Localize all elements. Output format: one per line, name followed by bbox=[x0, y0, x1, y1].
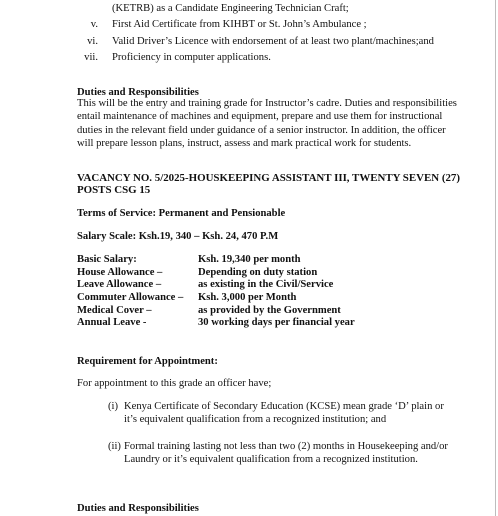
benefit-row bbox=[77, 278, 443, 291]
list-item-number: vii. bbox=[84, 52, 98, 64]
benefit-row bbox=[77, 316, 443, 329]
paragraph-line: duties in the relevant field under guidance of a senior instructor. In addition, the officer bbox=[77, 124, 446, 136]
benefit-label: Commuter Allowance – bbox=[77, 292, 184, 304]
requirement-label: (ii) bbox=[108, 441, 121, 452]
duties-heading: Duties and Responsibilities bbox=[77, 87, 199, 98]
benefit-label: Medical Cover – bbox=[77, 304, 152, 316]
paragraph-line: entail maintenance of machines and equipment, prepare and use them for instructional bbox=[77, 111, 443, 123]
requirement-item bbox=[108, 440, 448, 467]
requirement-line: Kenya Certificate of Secondary Education (KCSE) mean grade ‘D’ plain or bbox=[124, 401, 444, 412]
benefits-table bbox=[77, 253, 443, 329]
page-edge bbox=[495, 0, 496, 516]
benefit-value: Depending on duty station bbox=[198, 266, 318, 278]
requirement-line: Laundry or it’s equivalent qualification from a recognized institution. bbox=[124, 454, 418, 466]
benefit-row bbox=[77, 291, 443, 304]
paragraph-line: will prepare lesson plans, instruct, assess and mark practical work for students. bbox=[77, 138, 412, 150]
benefit-row bbox=[77, 304, 443, 317]
benefit-value: 30 working days per financial year bbox=[198, 317, 355, 329]
vacancy-title: VACANCY NO. 5/2025-HOUSKEEPING ASSISTANT III, TWENTY SEVEN (27) bbox=[77, 172, 460, 184]
list-item-number: v. bbox=[90, 19, 98, 31]
list-item-number: vi. bbox=[87, 35, 98, 47]
benefit-value: Ksh. 3,000 per Month bbox=[198, 292, 297, 304]
salary-scale: Salary Scale: Ksh.19, 340 – Ksh. 24, 470 P.M bbox=[77, 231, 279, 242]
requirement-label: (i) bbox=[108, 401, 118, 412]
benefit-label: Leave Allowance – bbox=[77, 279, 162, 291]
duties-heading: Duties and Responsibilities bbox=[77, 503, 199, 514]
requirement-item bbox=[108, 400, 444, 427]
list-item-text: First Aid Certificate from KIHBT or St. John’s Ambulance ; bbox=[112, 19, 367, 31]
requirement-line: it’s equivalent qualification from a recognized institution; and bbox=[124, 414, 387, 426]
list-item bbox=[77, 35, 443, 51]
list-item bbox=[77, 2, 443, 18]
benefit-row bbox=[77, 266, 443, 279]
benefit-label: House Allowance – bbox=[77, 266, 163, 278]
list-item-text: (KETRB) as a Candidate Engineering Technician Craft; bbox=[112, 3, 349, 14]
requirement-line: Formal training lasting not less than two (2) months in Housekeeping and/or bbox=[124, 441, 448, 452]
list-item-text: Proficiency in computer applications. bbox=[112, 52, 271, 64]
duties-paragraph bbox=[77, 97, 457, 151]
benefit-label: Annual Leave - bbox=[77, 317, 147, 329]
list-item-text: Valid Driver’s Licence with endorsement of at least two plant/machines;and bbox=[112, 35, 434, 47]
benefit-value: as provided by the Government bbox=[198, 304, 341, 316]
list-item bbox=[77, 51, 443, 67]
benefit-value: Ksh. 19,340 per month bbox=[198, 254, 301, 265]
requirements-intro: For appointment to this grade an officer have; bbox=[77, 378, 272, 389]
paragraph-line: This will be the entry and training grade for Instructor’s cadre. Duties and responsibilities bbox=[77, 98, 457, 109]
terms-of-service: Terms of Service: Permanent and Pensionable bbox=[77, 208, 286, 219]
requirements-heading: Requirement for Appointment: bbox=[77, 356, 218, 367]
benefit-row bbox=[77, 253, 443, 266]
benefit-label: Basic Salary: bbox=[77, 254, 137, 265]
qualification-list bbox=[77, 2, 443, 68]
list-item bbox=[77, 18, 443, 34]
benefit-value: as existing in the Civil/Service bbox=[198, 279, 334, 291]
vacancy-title-posts: POSTS CSG 15 bbox=[77, 184, 151, 196]
